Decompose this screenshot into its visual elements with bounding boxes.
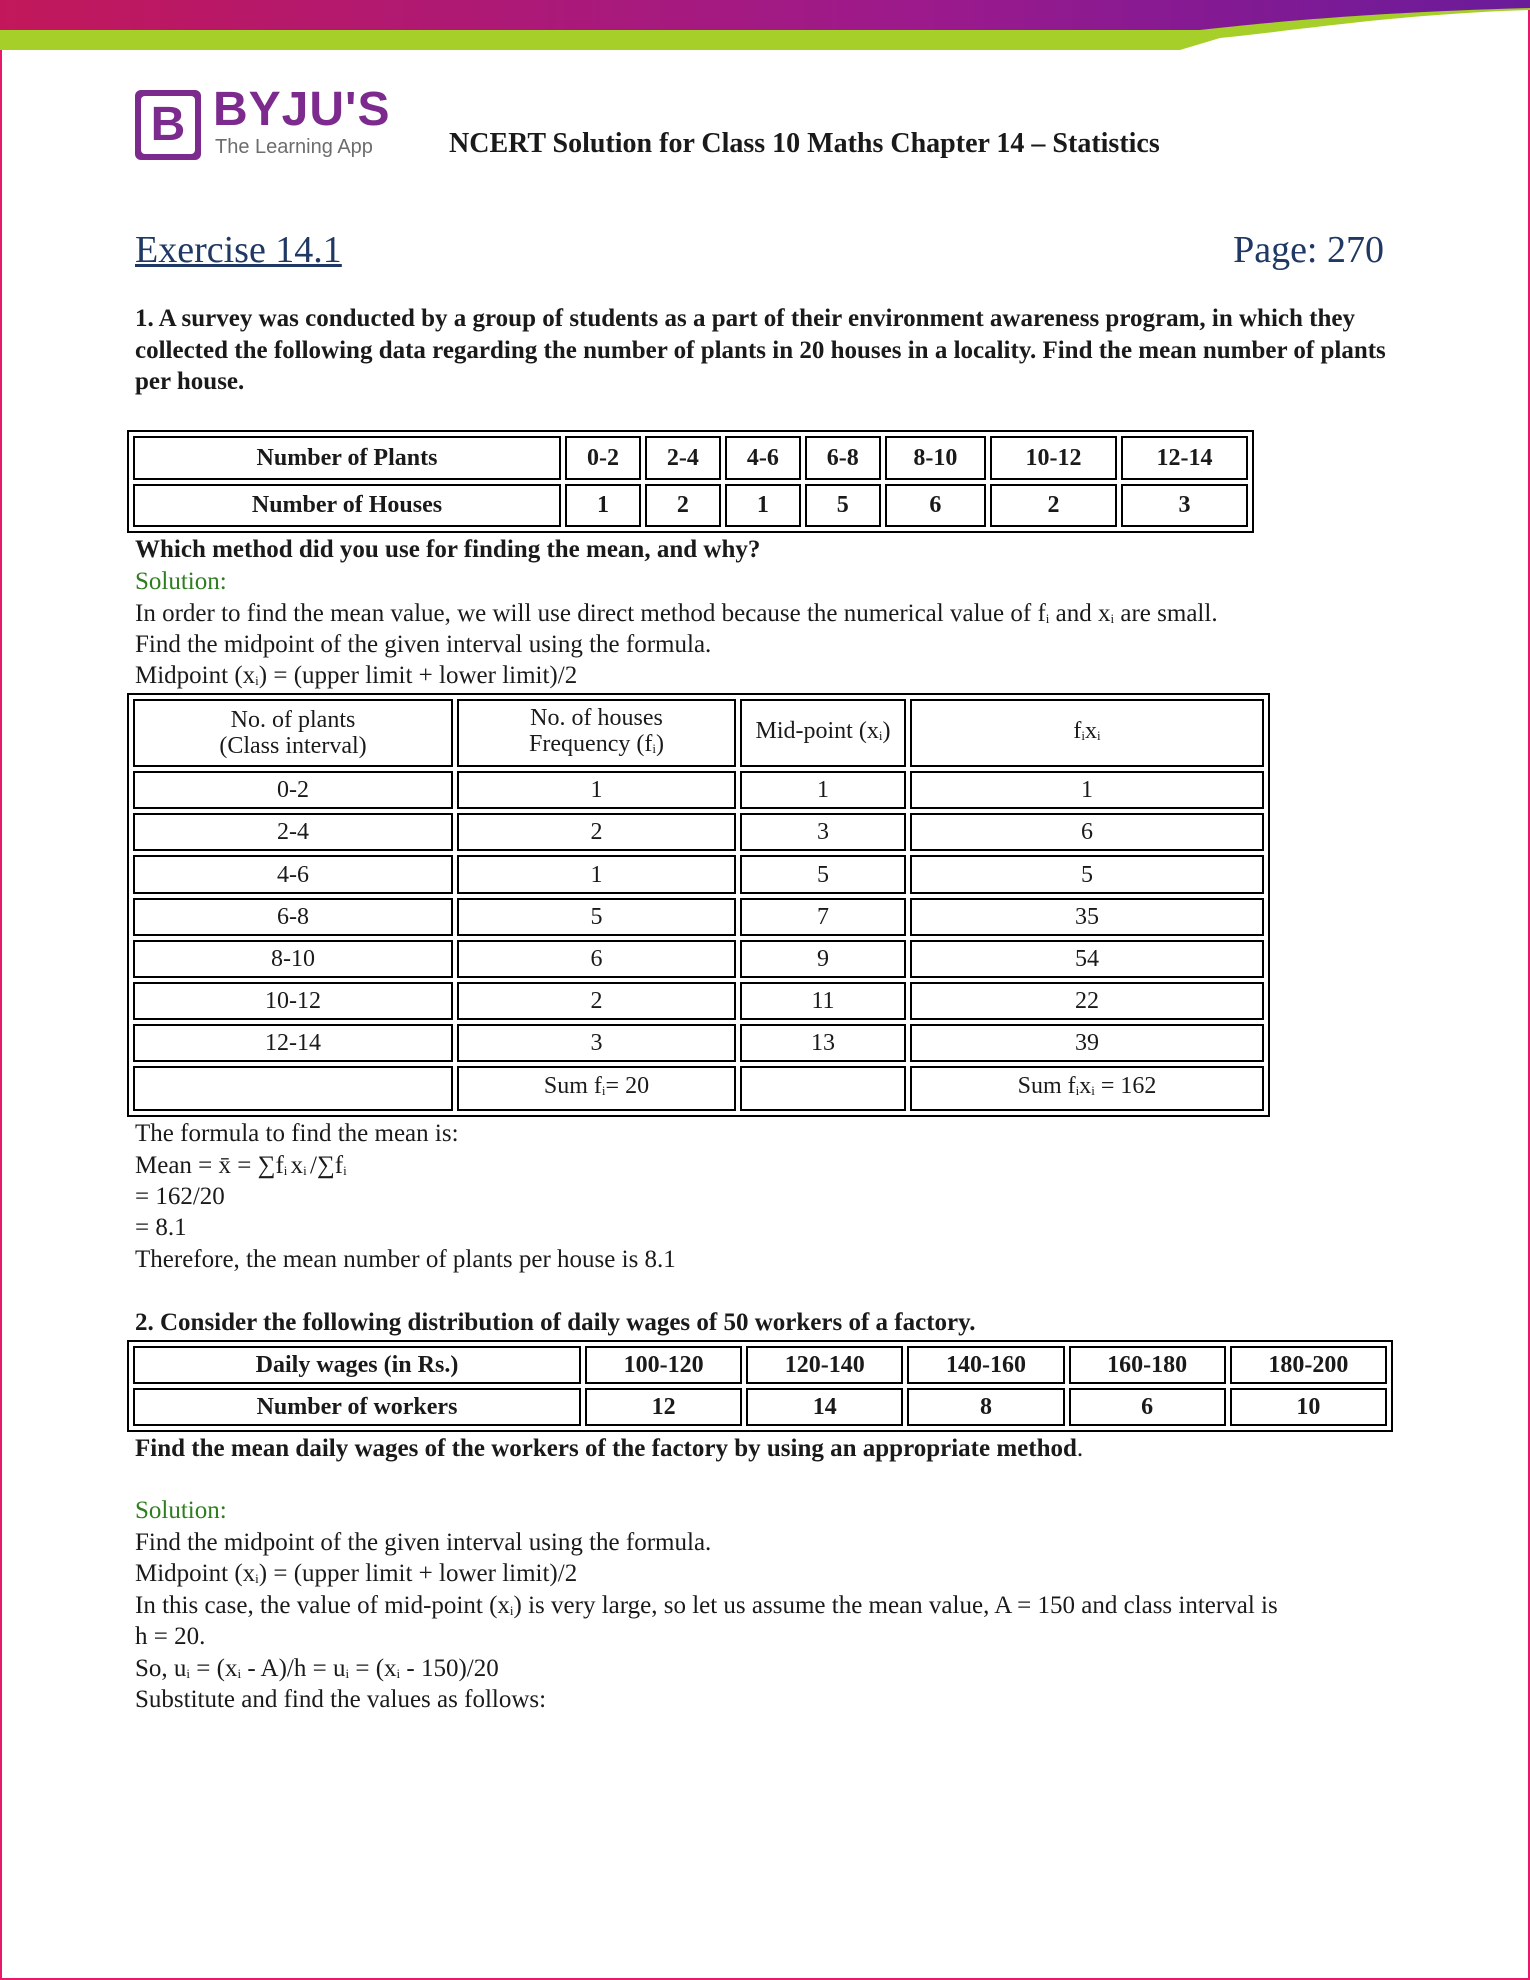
table-cell: 12-14 [1121,436,1248,480]
table-cell: 120-140 [746,1346,903,1384]
table-row [133,1388,1387,1426]
solution-text: Find the midpoint of the given interval using the formula. [135,631,712,658]
table-cell: 1 [725,484,801,528]
byjus-logo [135,83,395,164]
table-cell: 12 [585,1388,742,1426]
table-header-cell: No. of plants (Class interval) [133,699,453,767]
table-header-cell: Mid-point $(x_i)$ [740,699,906,767]
table-cell: 39 [910,1024,1264,1062]
table-cell: 6-8 [805,436,881,480]
midpoint-formula: Midpoint $(x_i)$ = (upper limit + lower limit)/2 [135,1560,578,1587]
conclusion: Therefore, the mean number of plants per house is 8.1 [135,1246,676,1273]
table-cell: 54 [910,940,1264,978]
table-cell: 1 [740,771,906,809]
question-2-text: 2. Consider the following distribution of daily wages of 50 workers of a factory. [135,1309,976,1336]
table-cell: 160-180 [1069,1346,1226,1384]
table-header-cell: $f_ix_i$ [910,699,1264,767]
table-cell: Number of workers [133,1388,581,1426]
table-cell: 10-12 [990,436,1117,480]
table-cell: 8-10 [133,940,453,978]
solution-text: Substitute and find the values as follows: [135,1686,547,1713]
table-header-row [133,699,1264,767]
question-1-method: Which method did you use for finding the mean, and why? [135,536,761,563]
table-cell: 5 [740,855,906,893]
question-1-text: 1. A survey was conducted by a group of students as a part of their environment awareness program, in which they collected the following data regarding the number of plants in 20 houses in a locality. Find the mean number of plants per house. [135,305,1386,395]
table-cell: 5 [910,855,1264,893]
table-cell: 4-6 [725,436,801,480]
table-cell: 6 [457,940,736,978]
table-cell: 1 [457,771,736,809]
table-header-cell: No. of houses Frequency $(f_i)$ [457,699,736,767]
table-cell: 13 [740,1024,906,1062]
mean-formula: Mean = x̄ = $\sum f_i$ $x_i$ $/\sum f_i$ [135,1152,347,1179]
table-cell: 8-10 [885,436,986,480]
table-cell: 5 [805,484,881,528]
table-cell: Number of Plants [133,436,561,480]
table-cell: 14 [746,1388,903,1426]
sum-fx-cell: Sum $f_ix_i = 162$ [910,1066,1264,1111]
table-cell: 140-160 [907,1346,1064,1384]
table-cell [133,1066,453,1111]
table-cell: 6 [910,813,1264,851]
table-cell: Daily wages (in Rs.) [133,1346,581,1384]
table-cell: 11 [740,982,906,1020]
solution-label: Solution: [135,568,227,595]
top-color-band [0,0,1530,55]
table-row [133,982,1264,1020]
table-row [133,436,1248,480]
midpoint-formula: Midpoint $(x_i)$ = (upper limit + lower limit)/2 [135,662,578,689]
step-deviation-formula: So, $u_i = (x_i - A)/h = u_i = (x_i - 150)/20$ [135,1655,499,1682]
table-cell: 1 [565,484,641,528]
table-cell: 2 [645,484,721,528]
table-cell: 0-2 [565,436,641,480]
table-cell: 9 [740,940,906,978]
solution-text: In this case, the value of mid-point $(x_i)$ is very large, so let us assume the mean value, A = 150 and class interval is [135,1592,1278,1619]
frequency-table [127,693,1270,1117]
table-row [133,771,1264,809]
sum-f-cell: Sum $f_i= 20$ [457,1066,736,1111]
calculation-step: = 162/20 [135,1183,225,1210]
table-cell: 35 [910,898,1264,936]
table-cell: 10 [1230,1388,1387,1426]
formula-intro: The formula to find the mean is: [135,1120,459,1147]
table-cell: 6 [885,484,986,528]
logo-brand-name: BYJU'S [213,83,391,136]
table-row [133,484,1248,528]
table-cell: 12-14 [133,1024,453,1062]
table-cell: 4-6 [133,855,453,893]
table-row [133,1024,1264,1062]
table-cell: 3 [457,1024,736,1062]
table-cell: 100-120 [585,1346,742,1384]
table-cell: 180-200 [1230,1346,1387,1384]
logo-tagline: The Learning App [215,136,373,158]
table-cell: 3 [740,813,906,851]
table-row [133,898,1264,936]
logo-mark [135,90,201,160]
table-cell: 6 [1069,1388,1226,1426]
table-cell: 22 [910,982,1264,1020]
document-title: NCERT Solution for Class 10 Maths Chapter 14 – Statistics [449,128,1160,159]
table-cell: 1 [457,855,736,893]
solution-text: h = 20. [135,1623,206,1650]
table-cell: 6-8 [133,898,453,936]
table-cell: 8 [907,1388,1064,1426]
plants-houses-table [127,430,1254,533]
table-cell [740,1066,906,1111]
table-row [133,940,1264,978]
logo-letter: B [141,96,195,154]
table-row [133,855,1264,893]
calculation-step: = 8.1 [135,1214,187,1241]
table-cell: 2-4 [645,436,721,480]
table-cell: 3 [1121,484,1248,528]
page-number: Page: 270 [1233,229,1384,271]
question-2-instruction: Find the mean daily wages of the workers of the factory by using an appropriate method. [135,1435,1084,1462]
table-cell: 1 [910,771,1264,809]
table-cell: 2 [457,813,736,851]
solution-text: In order to find the mean value, we will use direct method because the numerical value of $f_i$ and $x_i$ are small. [135,600,1218,627]
table-cell: 10-12 [133,982,453,1020]
table-cell: 7 [740,898,906,936]
table-sum-row [133,1066,1264,1111]
table-cell: 0-2 [133,771,453,809]
table-cell: 2-4 [133,813,453,851]
solution-text: Find the midpoint of the given interval using the formula. [135,1529,712,1556]
table-row [133,813,1264,851]
solution-label: Solution: [135,1497,227,1524]
wages-workers-table [127,1340,1393,1432]
table-cell: 2 [990,484,1117,528]
table-cell: 5 [457,898,736,936]
table-cell: Number of Houses [133,484,561,528]
table-row [133,1346,1387,1384]
table-cell: 2 [457,982,736,1020]
exercise-title: Exercise 14.1 [135,229,342,271]
